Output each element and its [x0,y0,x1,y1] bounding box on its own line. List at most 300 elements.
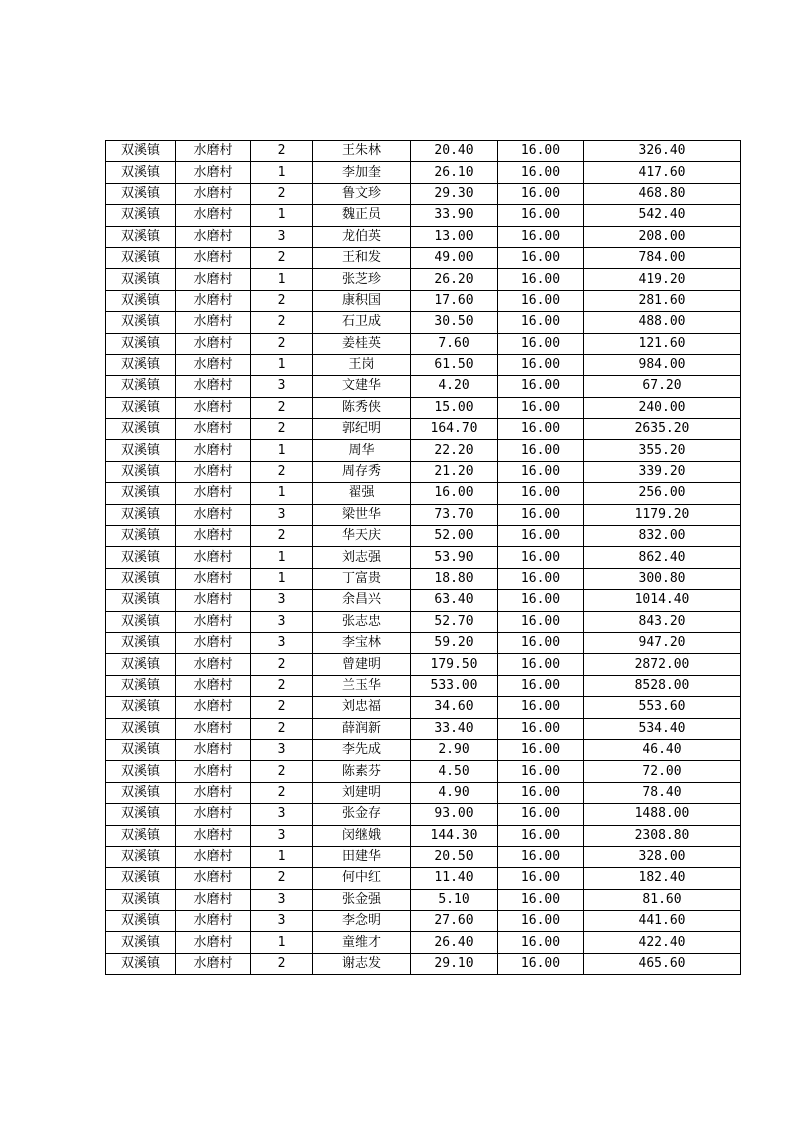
name-cell: 刘建明 [313,782,411,803]
town-cell: 双溪镇 [106,461,176,482]
name-cell: 薛润新 [313,718,411,739]
group-cell: 2 [251,718,313,739]
name-cell: 姜桂英 [313,333,411,354]
group-cell: 1 [251,568,313,589]
area-cell: 533.00 [411,675,498,696]
amount-cell: 2308.80 [584,825,741,846]
village-cell: 水磨村 [176,825,251,846]
group-cell: 3 [251,504,313,525]
table-row [106,483,741,504]
name-cell: 鲁文珍 [313,183,411,204]
town-cell: 双溪镇 [106,547,176,568]
town-cell: 双溪镇 [106,782,176,803]
area-cell: 63.40 [411,590,498,611]
amount-cell: 72.00 [584,761,741,782]
rate-cell: 16.00 [498,568,584,589]
table-row [106,804,741,825]
table-row [106,269,741,290]
village-cell: 水磨村 [176,889,251,910]
table-row [106,312,741,333]
area-cell: 5.10 [411,889,498,910]
amount-cell: 121.60 [584,333,741,354]
table-row [106,782,741,803]
table-row [106,504,741,525]
town-cell: 双溪镇 [106,697,176,718]
name-cell: 谢志发 [313,953,411,974]
village-cell: 水磨村 [176,419,251,440]
town-cell: 双溪镇 [106,269,176,290]
group-cell: 2 [251,461,313,482]
group-cell: 1 [251,162,313,183]
town-cell: 双溪镇 [106,889,176,910]
rate-cell: 16.00 [498,932,584,953]
data-table [105,140,741,975]
town-cell: 双溪镇 [106,183,176,204]
town-cell: 双溪镇 [106,376,176,397]
name-cell: 文建华 [313,376,411,397]
group-cell: 3 [251,804,313,825]
table-row [106,761,741,782]
town-cell: 双溪镇 [106,290,176,311]
amount-cell: 300.80 [584,568,741,589]
rate-cell: 16.00 [498,205,584,226]
group-cell: 2 [251,953,313,974]
area-cell: 13.00 [411,226,498,247]
town-cell: 双溪镇 [106,953,176,974]
village-cell: 水磨村 [176,504,251,525]
area-cell: 164.70 [411,419,498,440]
area-cell: 52.70 [411,611,498,632]
group-cell: 2 [251,654,313,675]
name-cell: 余昌兴 [313,590,411,611]
name-cell: 张金强 [313,889,411,910]
village-cell: 水磨村 [176,226,251,247]
table-row [106,632,741,653]
table-row [106,953,741,974]
village-cell: 水磨村 [176,141,251,162]
rate-cell: 16.00 [498,247,584,268]
village-cell: 水磨村 [176,697,251,718]
amount-cell: 240.00 [584,397,741,418]
rate-cell: 16.00 [498,226,584,247]
area-cell: 26.10 [411,162,498,183]
name-cell: 田建华 [313,846,411,867]
area-cell: 4.90 [411,782,498,803]
town-cell: 双溪镇 [106,141,176,162]
village-cell: 水磨村 [176,868,251,889]
name-cell: 梁世华 [313,504,411,525]
amount-cell: 784.00 [584,247,741,268]
group-cell: 2 [251,526,313,547]
table-row [106,568,741,589]
town-cell: 双溪镇 [106,932,176,953]
town-cell: 双溪镇 [106,483,176,504]
name-cell: 李宝林 [313,632,411,653]
amount-cell: 947.20 [584,632,741,653]
table-row [106,397,741,418]
amount-cell: 843.20 [584,611,741,632]
village-cell: 水磨村 [176,846,251,867]
amount-cell: 326.40 [584,141,741,162]
rate-cell: 16.00 [498,440,584,461]
name-cell: 曾建明 [313,654,411,675]
area-cell: 33.40 [411,718,498,739]
village-cell: 水磨村 [176,953,251,974]
amount-cell: 1014.40 [584,590,741,611]
amount-cell: 46.40 [584,739,741,760]
table-row [106,247,741,268]
area-cell: 21.20 [411,461,498,482]
town-cell: 双溪镇 [106,354,176,375]
area-cell: 29.30 [411,183,498,204]
amount-cell: 534.40 [584,718,741,739]
name-cell: 陈素芬 [313,761,411,782]
name-cell: 张金存 [313,804,411,825]
name-cell: 郭纪明 [313,419,411,440]
town-cell: 双溪镇 [106,333,176,354]
village-cell: 水磨村 [176,611,251,632]
rate-cell: 16.00 [498,483,584,504]
area-cell: 33.90 [411,205,498,226]
village-cell: 水磨村 [176,483,251,504]
village-cell: 水磨村 [176,632,251,653]
town-cell: 双溪镇 [106,611,176,632]
group-cell: 2 [251,290,313,311]
village-cell: 水磨村 [176,397,251,418]
area-cell: 49.00 [411,247,498,268]
rate-cell: 16.00 [498,162,584,183]
village-cell: 水磨村 [176,333,251,354]
amount-cell: 553.60 [584,697,741,718]
town-cell: 双溪镇 [106,504,176,525]
village-cell: 水磨村 [176,162,251,183]
town-cell: 双溪镇 [106,761,176,782]
rate-cell: 16.00 [498,868,584,889]
town-cell: 双溪镇 [106,247,176,268]
group-cell: 1 [251,440,313,461]
rate-cell: 16.00 [498,825,584,846]
town-cell: 双溪镇 [106,440,176,461]
town-cell: 双溪镇 [106,632,176,653]
name-cell: 石卫成 [313,312,411,333]
rate-cell: 16.00 [498,354,584,375]
village-cell: 水磨村 [176,205,251,226]
area-cell: 4.20 [411,376,498,397]
village-cell: 水磨村 [176,269,251,290]
name-cell: 华天庆 [313,526,411,547]
town-cell: 双溪镇 [106,397,176,418]
amount-cell: 468.80 [584,183,741,204]
area-cell: 26.40 [411,932,498,953]
rate-cell: 16.00 [498,654,584,675]
area-cell: 4.50 [411,761,498,782]
table-row [106,226,741,247]
amount-cell: 862.40 [584,547,741,568]
group-cell: 2 [251,312,313,333]
name-cell: 周华 [313,440,411,461]
group-cell: 2 [251,141,313,162]
area-cell: 29.10 [411,953,498,974]
village-cell: 水磨村 [176,547,251,568]
village-cell: 水磨村 [176,654,251,675]
town-cell: 双溪镇 [106,675,176,696]
table-row [106,675,741,696]
area-cell: 15.00 [411,397,498,418]
name-cell: 李先成 [313,739,411,760]
group-cell: 1 [251,205,313,226]
group-cell: 3 [251,739,313,760]
table-row [106,846,741,867]
amount-cell: 256.00 [584,483,741,504]
town-cell: 双溪镇 [106,911,176,932]
name-cell: 丁富贵 [313,568,411,589]
rate-cell: 16.00 [498,590,584,611]
amount-cell: 441.60 [584,911,741,932]
area-cell: 20.50 [411,846,498,867]
table-row [106,889,741,910]
rate-cell: 16.00 [498,141,584,162]
amount-cell: 1179.20 [584,504,741,525]
town-cell: 双溪镇 [106,868,176,889]
amount-cell: 422.40 [584,932,741,953]
rate-cell: 16.00 [498,547,584,568]
village-cell: 水磨村 [176,782,251,803]
village-cell: 水磨村 [176,739,251,760]
group-cell: 1 [251,354,313,375]
rate-cell: 16.00 [498,333,584,354]
group-cell: 3 [251,889,313,910]
town-cell: 双溪镇 [106,846,176,867]
table-row [106,141,741,162]
table-row [106,419,741,440]
rate-cell: 16.00 [498,846,584,867]
amount-cell: 2635.20 [584,419,741,440]
rate-cell: 16.00 [498,889,584,910]
name-cell: 王和发 [313,247,411,268]
village-cell: 水磨村 [176,312,251,333]
area-cell: 18.80 [411,568,498,589]
group-cell: 3 [251,911,313,932]
table-row [106,739,741,760]
rate-cell: 16.00 [498,461,584,482]
name-cell: 李念明 [313,911,411,932]
amount-cell: 542.40 [584,205,741,226]
group-cell: 2 [251,397,313,418]
village-cell: 水磨村 [176,590,251,611]
rate-cell: 16.00 [498,911,584,932]
amount-cell: 1488.00 [584,804,741,825]
name-cell: 李加奎 [313,162,411,183]
village-cell: 水磨村 [176,440,251,461]
village-cell: 水磨村 [176,804,251,825]
rate-cell: 16.00 [498,611,584,632]
rate-cell: 16.00 [498,782,584,803]
group-cell: 2 [251,868,313,889]
name-cell: 兰玉华 [313,675,411,696]
amount-cell: 182.40 [584,868,741,889]
village-cell: 水磨村 [176,718,251,739]
group-cell: 1 [251,547,313,568]
area-cell: 59.20 [411,632,498,653]
table-row [106,718,741,739]
village-cell: 水磨村 [176,247,251,268]
village-cell: 水磨村 [176,568,251,589]
amount-cell: 832.00 [584,526,741,547]
group-cell: 3 [251,825,313,846]
town-cell: 双溪镇 [106,825,176,846]
area-cell: 93.00 [411,804,498,825]
table-row [106,461,741,482]
name-cell: 刘忠福 [313,697,411,718]
rate-cell: 16.00 [498,419,584,440]
name-cell: 闵继娥 [313,825,411,846]
amount-cell: 78.40 [584,782,741,803]
village-cell: 水磨村 [176,290,251,311]
amount-cell: 208.00 [584,226,741,247]
group-cell: 3 [251,226,313,247]
table-row [106,440,741,461]
group-cell: 2 [251,333,313,354]
area-cell: 144.30 [411,825,498,846]
name-cell: 张志忠 [313,611,411,632]
name-cell: 陈秀侠 [313,397,411,418]
village-cell: 水磨村 [176,354,251,375]
amount-cell: 419.20 [584,269,741,290]
rate-cell: 16.00 [498,290,584,311]
amount-cell: 355.20 [584,440,741,461]
rate-cell: 16.00 [498,312,584,333]
town-cell: 双溪镇 [106,718,176,739]
rate-cell: 16.00 [498,739,584,760]
rate-cell: 16.00 [498,526,584,547]
group-cell: 2 [251,419,313,440]
name-cell: 刘志强 [313,547,411,568]
table-row [106,911,741,932]
area-cell: 30.50 [411,312,498,333]
name-cell: 王岗 [313,354,411,375]
name-cell: 康积国 [313,290,411,311]
area-cell: 26.20 [411,269,498,290]
name-cell: 童维才 [313,932,411,953]
amount-cell: 328.00 [584,846,741,867]
group-cell: 1 [251,269,313,290]
name-cell: 王朱林 [313,141,411,162]
table-row [106,697,741,718]
name-cell: 何中红 [313,868,411,889]
group-cell: 3 [251,590,313,611]
town-cell: 双溪镇 [106,654,176,675]
table-row [106,333,741,354]
area-cell: 11.40 [411,868,498,889]
village-cell: 水磨村 [176,376,251,397]
area-cell: 27.60 [411,911,498,932]
area-cell: 7.60 [411,333,498,354]
group-cell: 3 [251,376,313,397]
area-cell: 2.90 [411,739,498,760]
amount-cell: 81.60 [584,889,741,910]
group-cell: 1 [251,846,313,867]
amount-cell: 465.60 [584,953,741,974]
area-cell: 34.60 [411,697,498,718]
table-body [106,141,741,975]
group-cell: 2 [251,183,313,204]
table-row [106,868,741,889]
town-cell: 双溪镇 [106,312,176,333]
area-cell: 52.00 [411,526,498,547]
table-row [106,290,741,311]
table-row [106,932,741,953]
group-cell: 1 [251,483,313,504]
village-cell: 水磨村 [176,932,251,953]
town-cell: 双溪镇 [106,205,176,226]
area-cell: 179.50 [411,654,498,675]
group-cell: 2 [251,697,313,718]
area-cell: 16.00 [411,483,498,504]
rate-cell: 16.00 [498,697,584,718]
table-row [106,654,741,675]
area-cell: 61.50 [411,354,498,375]
amount-cell: 67.20 [584,376,741,397]
table-row [106,376,741,397]
table-row [106,354,741,375]
town-cell: 双溪镇 [106,162,176,183]
name-cell: 龙伯英 [313,226,411,247]
table-row [106,611,741,632]
amount-cell: 984.00 [584,354,741,375]
rate-cell: 16.00 [498,376,584,397]
town-cell: 双溪镇 [106,568,176,589]
area-cell: 17.60 [411,290,498,311]
village-cell: 水磨村 [176,461,251,482]
rate-cell: 16.00 [498,504,584,525]
group-cell: 2 [251,247,313,268]
amount-cell: 417.60 [584,162,741,183]
town-cell: 双溪镇 [106,526,176,547]
village-cell: 水磨村 [176,675,251,696]
group-cell: 2 [251,675,313,696]
table-row [106,183,741,204]
area-cell: 20.40 [411,141,498,162]
amount-cell: 339.20 [584,461,741,482]
name-cell: 张芝珍 [313,269,411,290]
table-row [106,547,741,568]
village-cell: 水磨村 [176,911,251,932]
town-cell: 双溪镇 [106,739,176,760]
amount-cell: 488.00 [584,312,741,333]
amount-cell: 2872.00 [584,654,741,675]
rate-cell: 16.00 [498,632,584,653]
group-cell: 3 [251,611,313,632]
rate-cell: 16.00 [498,269,584,290]
rate-cell: 16.00 [498,953,584,974]
amount-cell: 8528.00 [584,675,741,696]
village-cell: 水磨村 [176,526,251,547]
town-cell: 双溪镇 [106,419,176,440]
table-row [106,162,741,183]
table-row [106,590,741,611]
town-cell: 双溪镇 [106,590,176,611]
rate-cell: 16.00 [498,761,584,782]
rate-cell: 16.00 [498,675,584,696]
area-cell: 53.90 [411,547,498,568]
village-cell: 水磨村 [176,183,251,204]
rate-cell: 16.00 [498,397,584,418]
name-cell: 翟强 [313,483,411,504]
amount-cell: 281.60 [584,290,741,311]
table-row [106,825,741,846]
name-cell: 魏正员 [313,205,411,226]
group-cell: 2 [251,761,313,782]
